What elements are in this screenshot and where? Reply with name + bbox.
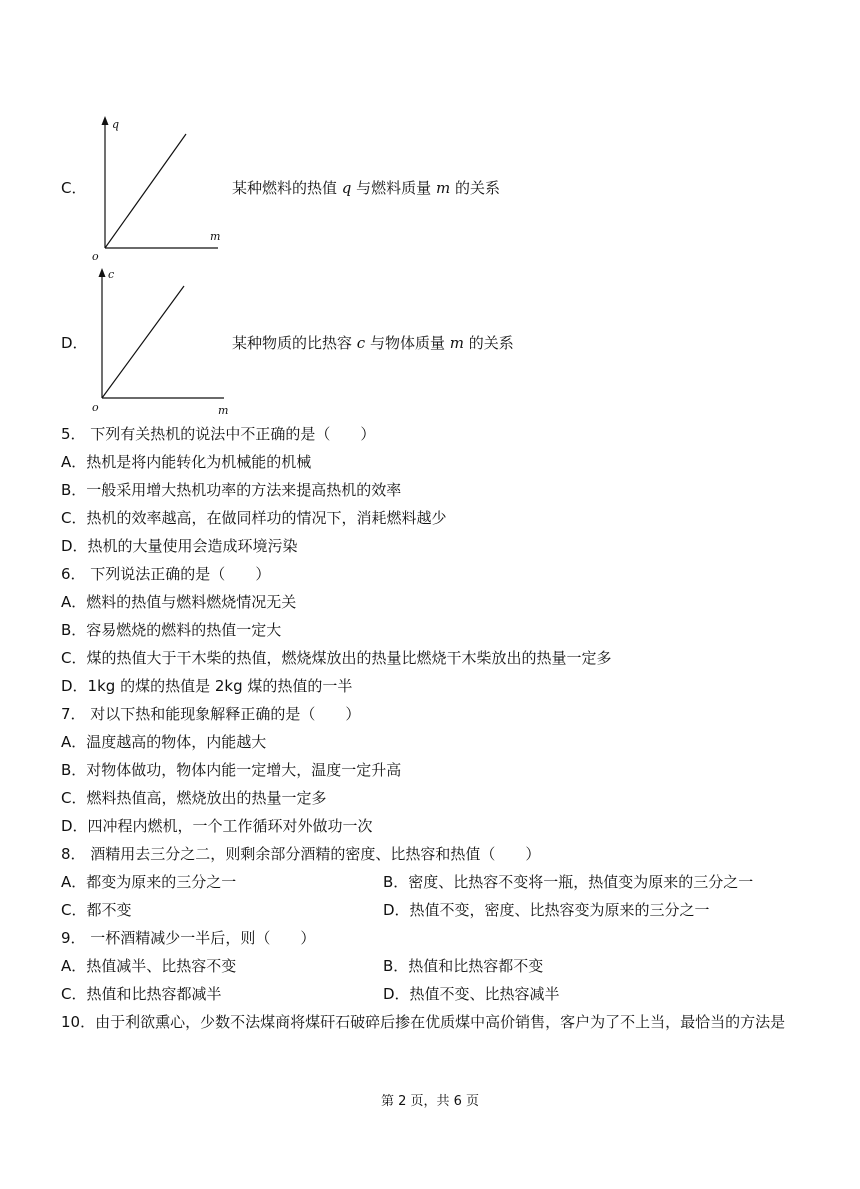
- graph-c-vs-m: [88, 264, 238, 423]
- origin-label: o: [92, 250, 99, 262]
- question-7-option-b: B．对物体做功，物体内能一定增大，温度一定升高: [61, 761, 402, 779]
- question-5-option-b: B．一般采用增大热机功率的方法来提高热机的效率: [61, 481, 402, 499]
- question-6-option-d: D．1kg 的煤的热值是 2kg 煤的热值的一半: [61, 677, 353, 695]
- axis-label-m: m: [218, 404, 229, 417]
- question-9-option-a: A．热值减半、比热容不变: [61, 957, 237, 975]
- option-c-caption: 某种燃料的热值 q 与燃料质量 m 的关系: [232, 179, 500, 197]
- question-8-option-c: C．都不变: [61, 901, 132, 919]
- question-7-option-d: D．四冲程内燃机，一个工作循环对外做功一次: [61, 817, 373, 835]
- axis-label-q: q: [112, 118, 120, 131]
- axis-label-m: m: [210, 230, 221, 243]
- question-9-stem: 9． 一杯酒精减少一半后，则（ ）: [61, 929, 316, 947]
- question-9-option-c: C．热值和比热容都减半: [61, 985, 222, 1003]
- question-6-option-b: B．容易燃烧的燃料的热值一定大: [61, 621, 282, 639]
- question-9-option-b: B．热值和比热容都不变: [383, 957, 544, 975]
- question-7-stem: 7． 对以下热和能现象解释正确的是（ ）: [61, 705, 361, 723]
- question-7-option-c: C．燃料热值高，燃烧放出的热量一定多: [61, 789, 327, 807]
- axis-label-c: c: [108, 268, 115, 281]
- question-8-stem: 8． 酒精用去三分之二，则剩余部分酒精的密度、比热容和热值（ ）: [61, 845, 541, 863]
- question-6-option-c: C．煤的热值大于干木柴的热值，燃烧煤放出的热量比燃烧干木柴放出的热量一定多: [61, 649, 612, 667]
- question-5-stem: 5． 下列有关热机的说法中不正确的是（ ）: [61, 425, 376, 443]
- question-8-option-a: A．都变为原来的三分之一: [61, 873, 237, 891]
- question-6-option-a: A．燃料的热值与燃料燃烧情况无关: [61, 593, 297, 611]
- question-5-option-a: A．热机是将内能转化为机械能的机械: [61, 453, 312, 471]
- origin-label: o: [92, 401, 99, 414]
- option-d-label: D．: [61, 334, 88, 352]
- graph-q-vs-m: [88, 112, 238, 266]
- question-6-stem: 6． 下列说法正确的是（ ）: [61, 565, 271, 583]
- page-footer: 第 2 页，共 6 页: [380, 1094, 480, 1109]
- question-5-option-d: D．热机的大量使用会造成环境污染: [61, 537, 298, 555]
- question-8-option-b: B．密度、比热容不变将一瓶，热值变为原来的三分之一: [383, 873, 754, 891]
- question-5-option-c: C．热机的效率越高，在做同样功的情况下，消耗燃料越少: [61, 509, 447, 527]
- question-10-stem: 10．由于利欲熏心，少数不法煤商将煤矸石破碎后掺在优质煤中高价销售，客户为了不上当，最恰当的方法是: [61, 1013, 786, 1031]
- question-7-option-a: A．温度越高的物体，内能越大: [61, 733, 267, 751]
- question-8-option-d: D．热值不变，密度、比热容变为原来的三分之一: [383, 901, 710, 919]
- question-9-option-d: D．热值不变、比热容减半: [383, 985, 560, 1003]
- option-d-caption: 某种物质的比热容 c 与物体质量 m 的关系: [232, 334, 514, 352]
- option-c-label: C．: [61, 179, 87, 197]
